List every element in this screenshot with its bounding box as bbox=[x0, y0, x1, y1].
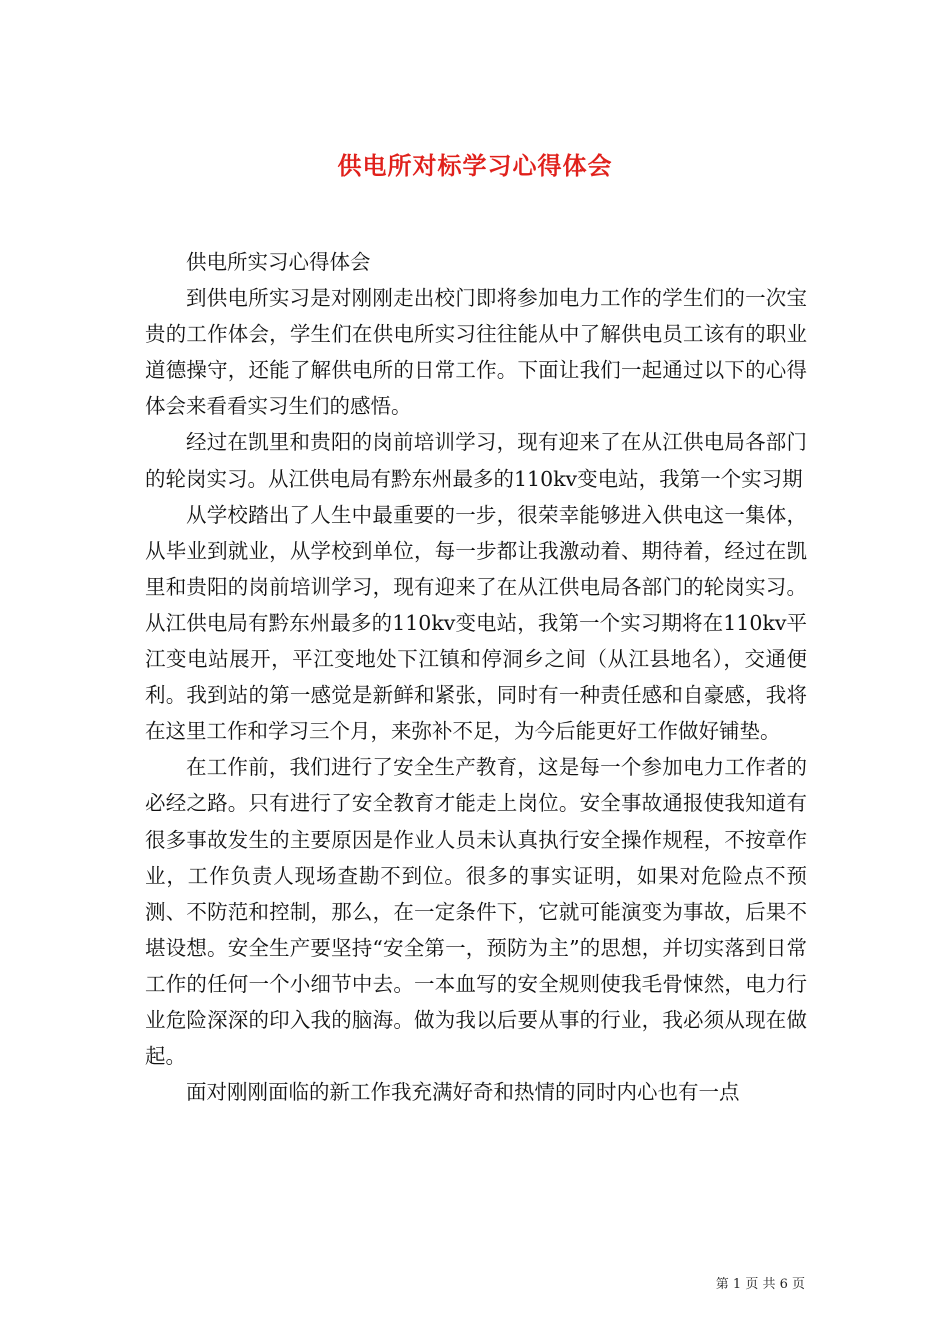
paragraph-1: 到供电所实习是对刚刚走出校门即将参加电力工作的学生们的一次宝贵的工作体会，学生们在供电所实习往往能从中了解供电员工该有的职业道德操守，还能了解供电所的日常工作。下面让我们一起通过以下的心得体会来看看实习生们的感悟。 bbox=[145, 286, 807, 419]
page-number: 第 1 页 共 6 页 bbox=[715, 1277, 805, 1292]
paragraph-5: 面对刚刚面临的新工作我充满好奇和热情的同时内心也有一点 bbox=[186, 1080, 740, 1105]
paragraph-4: 在工作前，我们进行了安全生产教育，这是每一个参加电力工作者的必经之路。只有进行了安全教育才能走上岗位。安全事故通报使我知道有很多事故发生的主要原因是作业人员未认真执行安全操作规程，不按章作业，工作负责人现场查勘不到位。很多的事实证明，如果对危险点不预测、不防范和控制，那么，在一定条件下，它就可能演变为事故，后果不堪设想。安全生产要坚持“安全第一，预防为主”的思想，并切实落到日常工作的任何一个小细节中去。一本血写的安全规则使我毛骨悚然，电力行业危险深深的印入我的脑海。做为我以后要从事的行业，我必须从现在做起。 bbox=[145, 755, 807, 1069]
paragraph-2: 经过在凯里和贵阳的岗前培训学习，现有迎来了在从江供电局各部门的轮岗实习。从江供电局有黔东州最多的110kv变电站，我第一个实习期 bbox=[145, 430, 807, 491]
document-body bbox=[145, 244, 807, 1110]
document-subtitle: 供电所实习心得体会 bbox=[186, 250, 371, 274]
document-title: 供电所对标学习心得体会 bbox=[337, 151, 613, 181]
paragraph-3: 从学校踏出了人生中最重要的一步，很荣幸能够进入供电这一集体，从毕业到就业，从学校到单位，每一步都让我激动着、期待着，经过在凯里和贵阳的岗前培训学习，现有迎来了在从江供电局各部门的轮岗实习。从江供电局有黔东州最多的110kv变电站，我第一个实习期将在110kv平江变电站展开，平江变地处下江镇和停洞乡之间（从江县地名），交通便利。我到站的第一感觉是新鲜和紧张，同时有一种责任感和自豪感，我将在这里工作和学习三个月，来弥补不足，为今后能更好工作做好铺垫。 bbox=[145, 502, 807, 744]
